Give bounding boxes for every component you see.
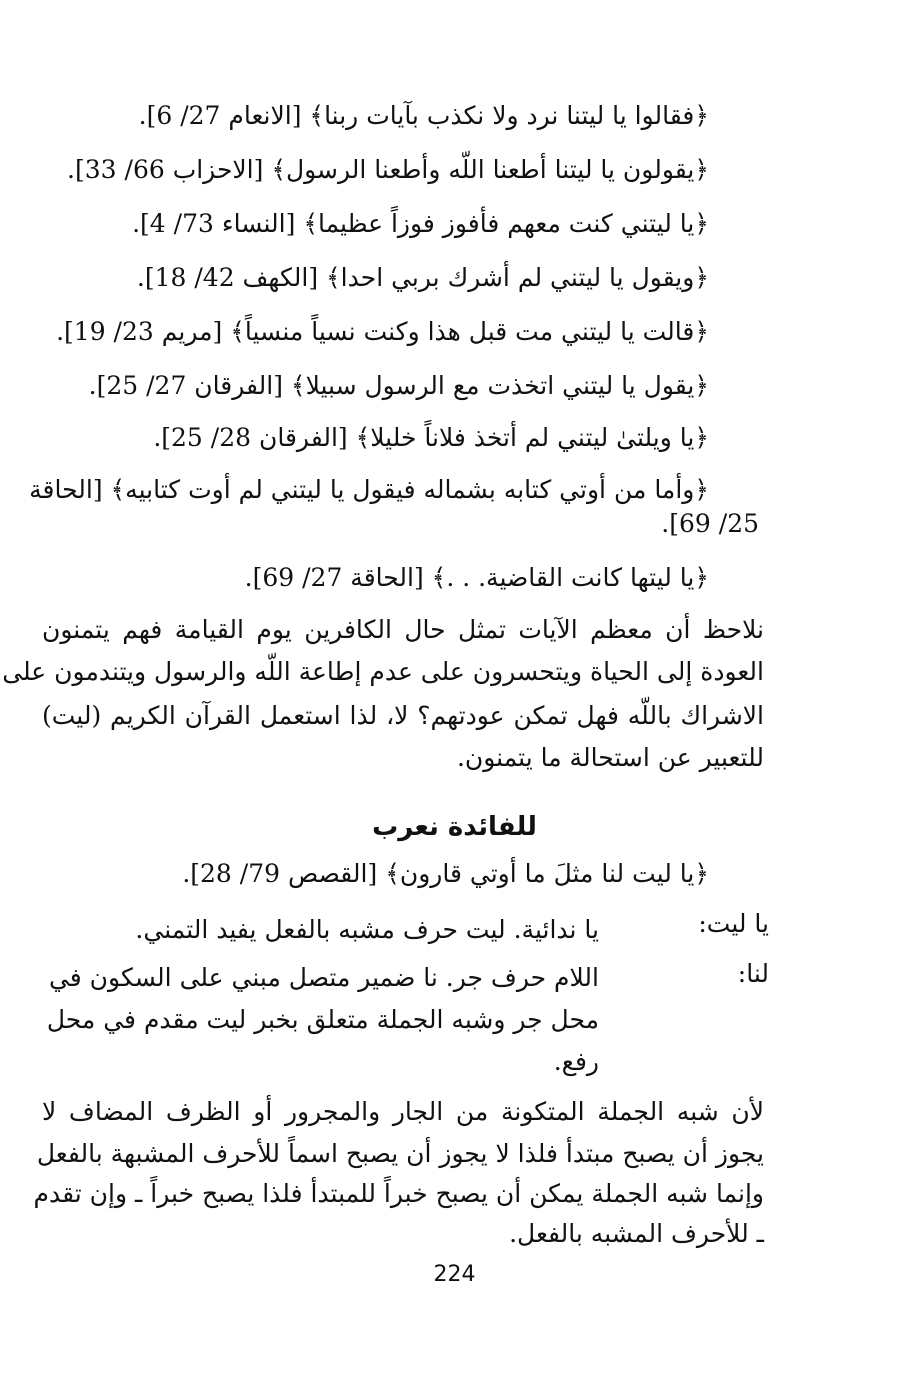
page-number: 224 [433, 1262, 476, 1287]
verse-long-line2: 25/ 69]. [661, 509, 759, 538]
parsing-definition: يا ندائية. ليت حرف مشبه بالفعل يفيد التمني. [135, 915, 599, 944]
verse-line: ﴿يا ليتها كانت القاضية. . .﴾ [الحاقة 27/ 69]. [244, 563, 709, 592]
paragraph-line: نلاحظ أن معظم الآيات تمثل حال الكافرين يوم القيامة فهم يتمنون [42, 615, 764, 644]
parsing-term: يا ليت: [698, 909, 769, 938]
verse-long-line1: ﴿وأما من أوتي كتابه بشماله فيقول يا ليتني لم أوت كتابيه﴾ [الحاقة [29, 475, 709, 504]
verse-line: ﴿يقولون يا ليتنا أطعنا اللّه وأطعنا الرسول﴾ [الاحزاب 66/ 33]. [67, 155, 709, 184]
verse-line: ﴿يا ليتني كنت معهم فأفوز فوزاً عظيما﴾ [النساء 73/ 4]. [132, 209, 709, 238]
paragraph-line: للتعبير عن استحالة ما يتمنون. [456, 743, 764, 772]
paragraph-line: العودة إلى الحياة ويتحسرون على عدم إطاعة اللّه والرسول ويتندمون على [2, 657, 764, 686]
verse-line: ﴿قالت يا ليتني مت قبل هذا وكنت نسياً منسياً﴾ [مريم 23/ 19]. [56, 317, 709, 346]
parsing-definition: رفع. [553, 1047, 599, 1076]
example-verse: ﴿يا ليت لنا مثلَ ما أوتي قارون﴾ [القصص 79/ 28]. [182, 859, 709, 888]
verse-line: ﴿يقول يا ليتني اتخذت مع الرسول سبيلا﴾ [الفرقان 27/ 25]. [88, 371, 709, 400]
parsing-term: لنا: [737, 959, 769, 988]
verse-line: ﴿فقالوا يا ليتنا نرد ولا نكذب بآيات ربنا﴾ [الانعام 27/ 6]. [138, 101, 709, 130]
section-heading: للفائدة نعرب [372, 812, 537, 842]
paragraph-line: ـ للأحرف المشبه بالفعل. [509, 1219, 764, 1248]
verse-line: ﴿يا ويلتىٰ ليتني لم أتخذ فلاناً خليلا﴾ [الفرقان 28/ 25]. [153, 423, 709, 452]
paragraph-line: لأن شبه الجملة المتكونة من الجار والمجرور أو الظرف المضاف لا [42, 1097, 764, 1126]
paragraph-line: يجوز أن يصبح مبتدأ فلذا لا يجوز أن يصبح اسماً للأحرف المشبهة بالفعل [36, 1139, 764, 1168]
parsing-definition: اللام حرف جر. نا ضمير متصل مبني على السكون في [48, 963, 599, 992]
parsing-definition: محل جر وشبه الجملة متعلق بخبر ليت مقدم في محل [46, 1005, 599, 1034]
verse-line: ﴿ويقول يا ليتني لم أشرك بربي احدا﴾ [الكهف 42/ 18]. [136, 263, 709, 292]
paragraph-line: الاشراك باللّه فهل تمكن عودتهم؟ لا، لذا استعمل القرآن الكريم (ليت) [42, 701, 764, 730]
paragraph-line: وإنما شبه الجملة يمكن أن يصبح خبراً للمبتدأ فلذا يصبح خبراً ـ وإن تقدم [33, 1179, 764, 1208]
